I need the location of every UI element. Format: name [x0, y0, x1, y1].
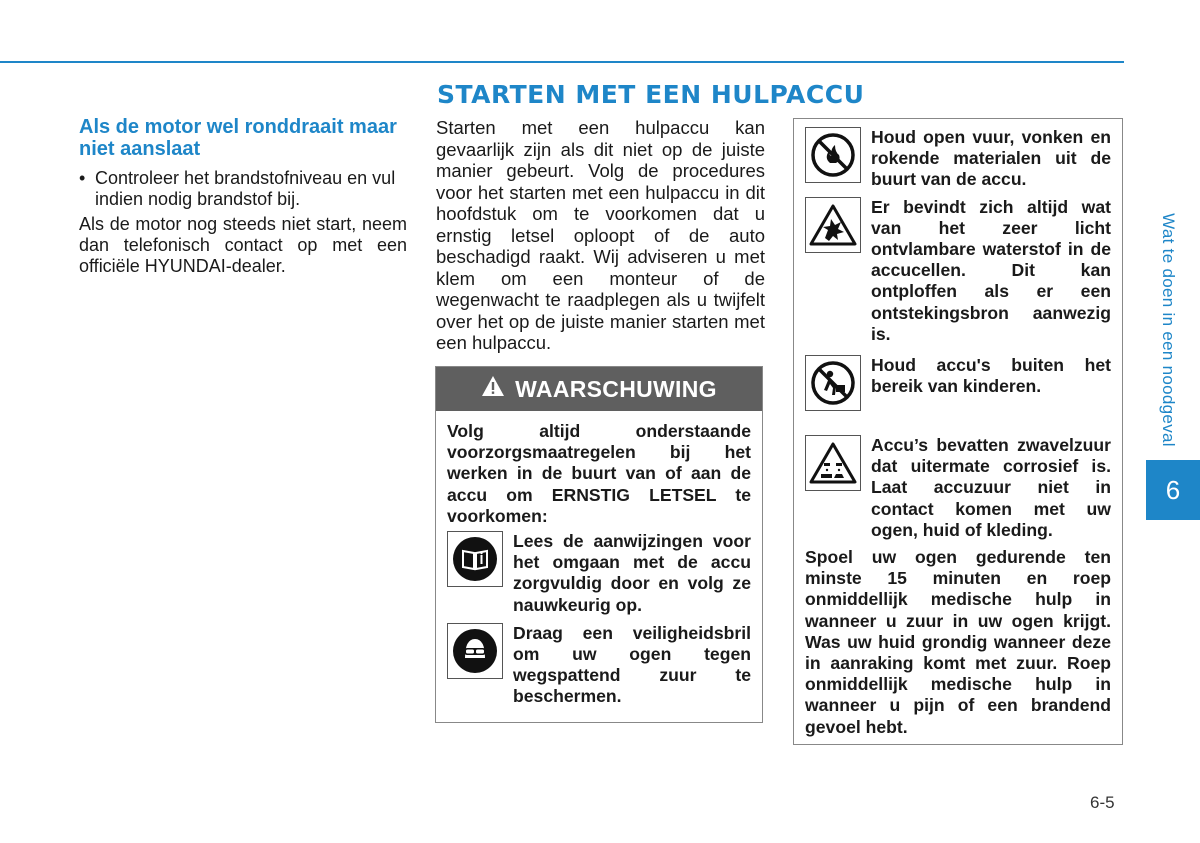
warning-item	[447, 531, 751, 616]
warning-header	[436, 367, 762, 411]
subsection-heading: Als de motor wel ronddraait maar niet aanslaat	[79, 116, 397, 160]
hazard-item	[805, 435, 1111, 541]
chapter-tab: 6	[1146, 460, 1200, 520]
corrosive-warning-icon	[805, 435, 861, 491]
hazard-item	[805, 127, 1111, 191]
hazard-item	[805, 197, 1111, 345]
manual-icon	[447, 531, 503, 587]
left-column	[79, 116, 407, 277]
hazard-text: Houd open vuur, vonken en rokende materialen uit de buurt van de accu.	[871, 127, 1111, 190]
hazard-text: Accu’s bevatten zwavelzuur dat uitermate corrosief is. Laat accuzuur niet in contact komen met uw ogen, huid of kleding.	[871, 435, 1111, 540]
battery-hazards-box	[793, 118, 1123, 745]
safety-goggles-icon	[447, 623, 503, 679]
dealer-paragraph: Als de motor nog steeds niet start, neem dan telefonisch contact op met een officiële HYUNDAI-dealer.	[79, 214, 407, 276]
warning-lead: Volg altijd onderstaande voorzorgsmaatregelen bij het werken in de buurt van of aan de accu om ERNSTIG LETSEL te voorkomen:	[447, 421, 751, 526]
first-aid-text: Spoel uw ogen gedurende ten minste 15 minuten en roep onmiddellijk medische hulp in wanneer u zuur in uw ogen krijgt. Was uw huid grondig wanneer deze in aanraking komt met zuur. Roep onmiddellijk medische hulp in wanneer u pijn of een brandend gevoel hebt.	[805, 547, 1111, 737]
keep-away-children-icon	[805, 355, 861, 411]
bullet-text: Controleer het brandstofniveau en vul indien nodig brandstof bij.	[95, 168, 396, 209]
page-number: 6-5	[1090, 793, 1115, 812]
warning-title: WAARSCHUWING	[515, 375, 717, 402]
chapter-side-label	[1148, 205, 1188, 455]
intro-paragraph: Starten met een hulpaccu kan gevaarlijk zijn als dit niet op de juiste manier gebeurt. Volg de procedures voor het starten met een hulpaccu in dit hoofdstuk om te voorkomen dat u ernstig letsel oploopt of de auto beschadigd raakt. Wij adviseren u met klem om een monteur of de wegenwacht te raadplegen als u twijfelt over het op de juiste manier starten met een hulpaccu.	[436, 117, 765, 353]
warning-box	[435, 366, 763, 723]
warning-item	[447, 623, 751, 708]
no-fire-icon	[805, 127, 861, 183]
warning-item-text: Lees de aanwijzingen voor het omgaan met de accu zorgvuldig door en volg ze nauwkeurig op.	[513, 531, 751, 615]
middle-column	[436, 117, 765, 354]
hazard-text: Er bevindt zich altijd wat van het zeer licht ontvlambare waterstof in de accucellen. Dit kan ontploffen als er een ontstekingsbron aanwezig is.	[871, 196, 1111, 344]
explosion-warning-icon	[805, 197, 861, 253]
hazard-item	[805, 355, 1111, 411]
section-title: STARTEN MET EEN HULPACCU	[437, 80, 865, 109]
warning-item-text: Draag een veiligheidsbril om uw ogen tegen wegspattend zuur te beschermen.	[513, 622, 751, 707]
bullet-icon: •	[79, 168, 86, 188]
bullet-item	[79, 168, 407, 210]
warning-triangle-icon	[481, 375, 505, 403]
hazard-text: Houd accu's buiten het bereik van kinderen.	[871, 355, 1111, 397]
top-rule	[0, 61, 1124, 63]
chapter-side-label-text: Wat te doen in een noodgeval	[1159, 213, 1178, 447]
